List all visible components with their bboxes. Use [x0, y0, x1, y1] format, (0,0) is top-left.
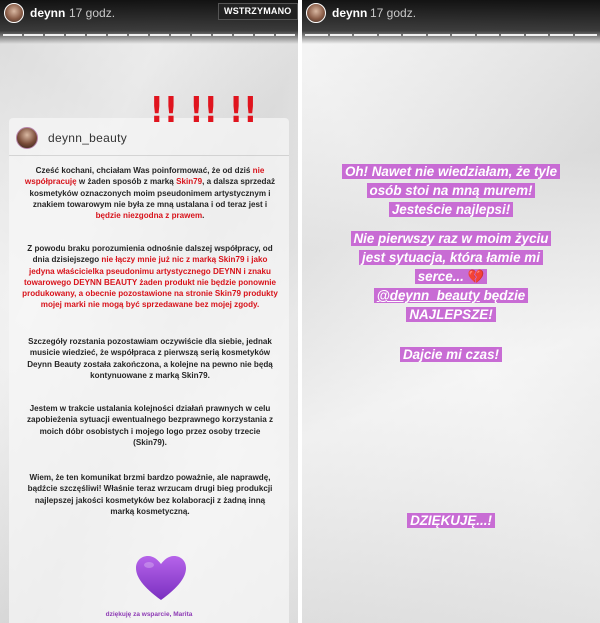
paused-badge[interactable]: WSTRZYMANO: [218, 3, 298, 20]
timestamp: 17 godz.: [69, 6, 116, 20]
progress-segment: [276, 34, 295, 36]
progress-segment: [575, 34, 598, 36]
progress-segment: [354, 34, 377, 36]
progress-segment: [428, 34, 451, 36]
post-paragraph-2: Z powodu braku porozumienia odnośnie dalszej współpracy, od dnia dzisiejszego nie łączy mnie już nic z marką Skin79 i jako jedyna właścicielka pseudonimu artystycznego DEYNN i znaku towarowego DEYNN BEAUTY żaden produkt nie będzie ponownie produkowany, a obecnie pozostawione na stronie Skin79 produkty mojej marki nie mogą być sprzedawane bez mojej zgody.: [22, 244, 278, 310]
broken-heart-icon: 💔: [467, 269, 485, 284]
story-left[interactable]: [0, 0, 298, 623]
progress-segment: [66, 34, 85, 36]
post-paragraph-1: Cześć kochani, chciałam Was poinformować, że od dziś nie współpracuję w żaden sposób z marką Skin79, a dalsza sprzedaż kosmetyków oznaczonych moim pseudonimem artystycznym i znakiem towarowym nie była ze mną ustalana i od teraz jest i będzie niezgodna z prawem.: [24, 166, 276, 221]
progress-segment: [526, 34, 549, 36]
timestamp: 17 godz.: [370, 6, 417, 20]
progress-segment: [379, 34, 402, 36]
progress-segment: [501, 34, 524, 36]
progress-segment: [330, 34, 353, 36]
progress-segment: [234, 34, 253, 36]
purple-heart-icon: [135, 555, 187, 601]
progress-segment: [45, 34, 64, 36]
progress-segment: [87, 34, 106, 36]
story-right[interactable]: [302, 0, 600, 623]
thanks-caption: dziękuję za wsparcie, Marita: [105, 611, 193, 618]
avatar[interactable]: [306, 3, 326, 23]
text-sticker-3: Dajcie mi czas!: [302, 345, 600, 364]
text-sticker-1: Oh! Nawet nie wiedziałam, że tyle osób stoi na mną murem! Jesteście najlepsi!: [302, 162, 600, 219]
progress-segment: [452, 34, 475, 36]
post-paragraph-5: Wiem, że ten komunikat brzmi bardzo poważnie, ale naprawdę, bądźcie szczęśliwi! Właśnie teraz wrzucam drugi bieg produkcji najlepszej jakości kosmetyków bez kolaboracji z żadną inną marką kosmetyczną.: [27, 473, 273, 516]
progress-segment: [150, 34, 169, 36]
progress-segment: [477, 34, 500, 36]
username[interactable]: deynn: [30, 6, 66, 20]
progress-bar: [3, 34, 295, 37]
progress-segment: [550, 34, 573, 36]
username[interactable]: deynn: [332, 6, 368, 20]
text-sticker-2: Nie pierwszy raz w moim życiu jest sytuacja, która łamie mi serce... 💔 @deynn_beauty będzie NAJLEPSZE!: [302, 229, 600, 324]
progress-segment: [129, 34, 148, 36]
exclamation-sticker: !! !! !!: [150, 90, 258, 131]
progress-segment: [171, 34, 190, 36]
progress-bar: [305, 34, 597, 37]
avatar[interactable]: [4, 3, 24, 23]
divider: [9, 155, 289, 156]
story-header: [302, 0, 600, 44]
progress-segment: [24, 34, 43, 36]
post-handle: deynn_beauty: [48, 131, 127, 145]
story-header: [0, 0, 298, 44]
post-paragraph-3: Szczegóły rozstania pozostawiam oczywiście dla siebie, jednak musicie wiedzieć, że współpraca z pierwszą serią kosmetyków Deynn Beauty została zakończona, a kolejne na pewno nie będą kontynuowane z marką Skin79.: [27, 337, 273, 380]
progress-segment: [192, 34, 211, 36]
mention-link[interactable]: @deynn_beauty: [376, 288, 480, 303]
progress-segment: [305, 34, 328, 36]
progress-segment: [403, 34, 426, 36]
progress-segment: [213, 34, 232, 36]
progress-segment: [3, 34, 22, 36]
progress-segment: [255, 34, 274, 36]
post-avatar: [16, 127, 38, 149]
text-sticker-4: DZIĘKUJĘ...!: [302, 511, 600, 530]
post-paragraph-4: Jestem w trakcie ustalania kolejności działań prawnych w celu zapobieżenia sytuacji ewentualnego bezprawnego korzystania z moich dóbr osobistych i mojego logo przez osoby trzecie (Skin79).: [26, 404, 274, 447]
progress-segment: [108, 34, 127, 36]
